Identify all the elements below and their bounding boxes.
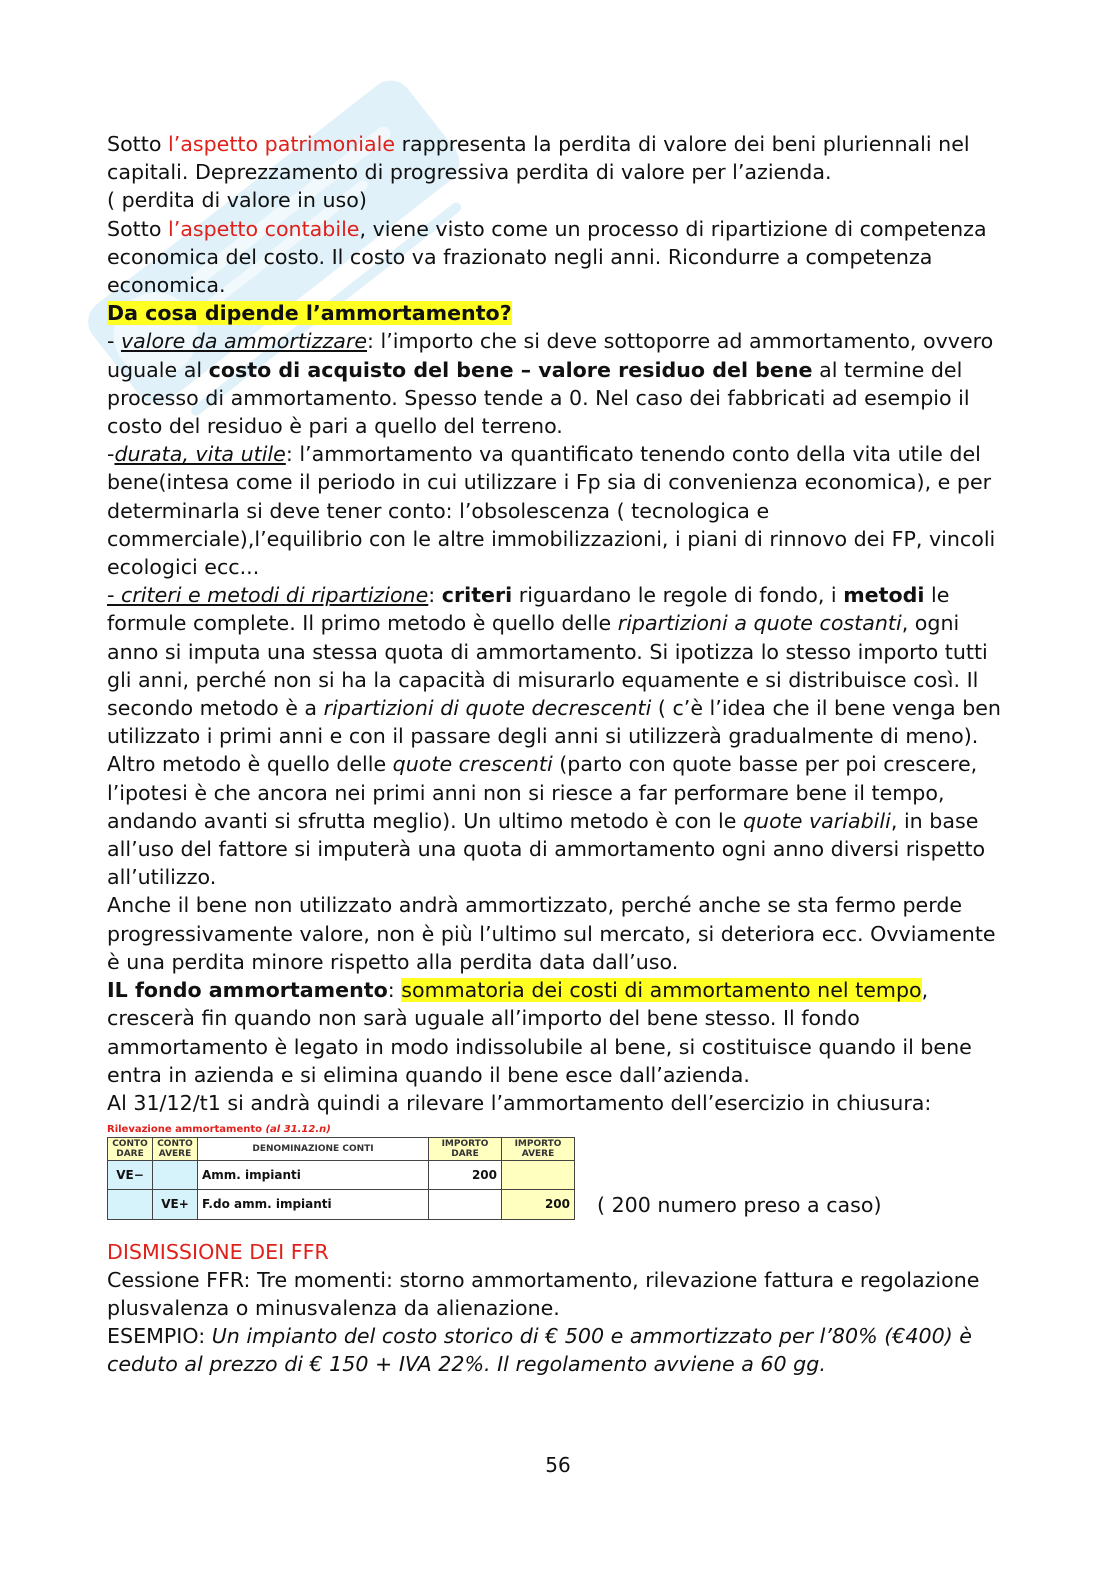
table-row xyxy=(108,1190,575,1219)
paragraph-esempio: ESEMPIO: Un impianto del costo storico di € 500 e ammortizzato per l’80% (€400) è ceduto al prezzo di € 150 + IVA 22%. Il regolamento avviene a 60 gg. xyxy=(107,1324,972,1377)
cell-importo-dare: 200 xyxy=(429,1161,502,1190)
cell-denominazione: Amm. impianti xyxy=(198,1161,429,1190)
paragraph-perdita-valore: ( perdita di valore in uso) xyxy=(107,188,367,213)
cell-conto-avere xyxy=(153,1161,198,1190)
journal-header-row xyxy=(108,1138,575,1161)
header-importo-dare: IMPORTO DARE xyxy=(429,1138,502,1161)
cell-importo-dare xyxy=(429,1190,502,1219)
page-number: 56 xyxy=(545,1453,571,1477)
cell-conto-dare: VE− xyxy=(108,1161,153,1190)
header-denominazione: DENOMINAZIONE CONTI xyxy=(198,1138,429,1161)
journal-caption: Rilevazione ammortamento (al 31.12.n) xyxy=(107,1124,331,1136)
journal-entry xyxy=(107,1123,585,1219)
paragraph-quote-crescenti: Altro metodo è quello delle quote crescenti (parto con quote basse per poi crescere, l’ipotesi è che ancora nei primi anni non si riesce a far performare bene il tempo, andando avanti si sfrutta meglio). Un ultimo metodo è con le quote variabili, in base all’uso del fattore si imputerà una quota di ammortamento ogni anno diversi rispetto all’utilizzo. xyxy=(107,752,986,890)
paragraph-valore-da-ammortizzare: - valore da ammortizzare: l’importo che si deve sottoporre ad ammortamento, ovvero uguale al costo di acquisto del bene – valore residuo del bene al termine del processo di ammortamento. Spesso tende a 0. Nel caso dei fabbricati ad esempio il costo del residuo è pari a quello del terreno. xyxy=(107,329,994,439)
paragraph-criteri-metodi: - criteri e metodi di ripartizione: criteri riguardano le regole di fondo, i metodi le formule complete. Il primo metodo è quello delle ripartizioni a quote costanti, ogni anno si imputa una stessa quota di ammortamento. Si ipotizza lo stesso importo tutti gli anni, perché non si ha la capacità di misurarlo equamente e si distribuisce così. Il secondo metodo è a ripartizioni di quote decrescenti ( c’è l’idea che il bene venga ben utilizzato i primi anni e con il passare degli anni si utilizzerà gradualmente di meno). xyxy=(107,583,1001,749)
header-conto-avere: CONTO AVERE xyxy=(153,1138,198,1161)
cell-conto-avere: VE+ xyxy=(153,1190,198,1219)
table-row xyxy=(108,1161,575,1190)
paragraph-cessione: Cessione FFR: Tre momenti: storno ammortamento, rilevazione fattura e regolazione plusvalenza o minusvalenza da alienazione. xyxy=(107,1267,980,1320)
header-conto-dare: CONTO DARE xyxy=(108,1138,153,1161)
table-note: ( 200 numero preso a caso) xyxy=(597,1193,882,1218)
cell-conto-dare xyxy=(108,1190,153,1219)
journal-table xyxy=(107,1137,575,1219)
journal-entry-block xyxy=(107,1123,1007,1219)
paragraph-durata-vita-utile: -durata, vita utile: l’ammortamento va quantificato tenendo conto della vita utile del bene(intesa come il periodo in cui utilizzare i Fp sia di convenienza economica), e per determinarla si deve tener conto: l’obsolescenza ( tecnologica e commerciale),l’equilibrio con le altre immobilizzazioni, i piani di rinnovo dei FP, vincoli ecologici ecc... xyxy=(107,442,996,580)
document-body xyxy=(107,130,1007,1379)
cell-importo-avere: 200 xyxy=(502,1190,575,1219)
paragraph-aspetto-patrimoniale: Sotto l’aspetto patrimoniale rappresenta la perdita di valore dei beni pluriennali nel capitali. Deprezzamento di progressiva perdita di valore per l’azienda. xyxy=(107,132,970,185)
term-aspetto-patrimoniale: l’aspetto patrimoniale xyxy=(167,132,396,156)
section-heading-dipendenze: Da cosa dipende l’ammortamento? xyxy=(107,301,512,326)
header-importo-avere: IMPORTO AVERE xyxy=(502,1138,575,1161)
paragraph-rilevazione: Al 31/12/t1 si andrà quindi a rilevare l’ammortamento dell’esercizio in chiusura: xyxy=(107,1090,932,1115)
cell-importo-avere xyxy=(502,1161,575,1190)
paragraph-fondo-ammortamento: IL fondo ammortamento: sommatoria dei costi di ammortamento nel tempo, crescerà fin quando non sarà uguale all’importo del bene stesso. Il fondo ammortamento è legato in modo indissolubile al bene, si costituisce quando il bene entra in azienda e si elimina quando il bene esce dall’azienda. xyxy=(107,978,972,1087)
cell-denominazione: F.do amm. impianti xyxy=(198,1190,429,1219)
section-heading-dismissione: DISMISSIONE DEI FFR xyxy=(107,1239,329,1264)
paragraph-aspetto-contabile: Sotto l’aspetto contabile, viene visto come un processo di ripartizione di competenza economica del costo. Il costo va frazionato negli anni. Ricondurre a competenza economica. xyxy=(107,216,987,298)
paragraph-bene-non-utilizzato: Anche il bene non utilizzato andrà ammortizzato, perché anche se sta fermo perde progressivamente valore, non è più l’ultimo sul mercato, si deteriora ecc. Ovviamente è una perdita minore rispetto alla perdita data dall’uso. xyxy=(107,893,996,974)
term-aspetto-contabile: l’aspetto contabile xyxy=(167,216,360,241)
